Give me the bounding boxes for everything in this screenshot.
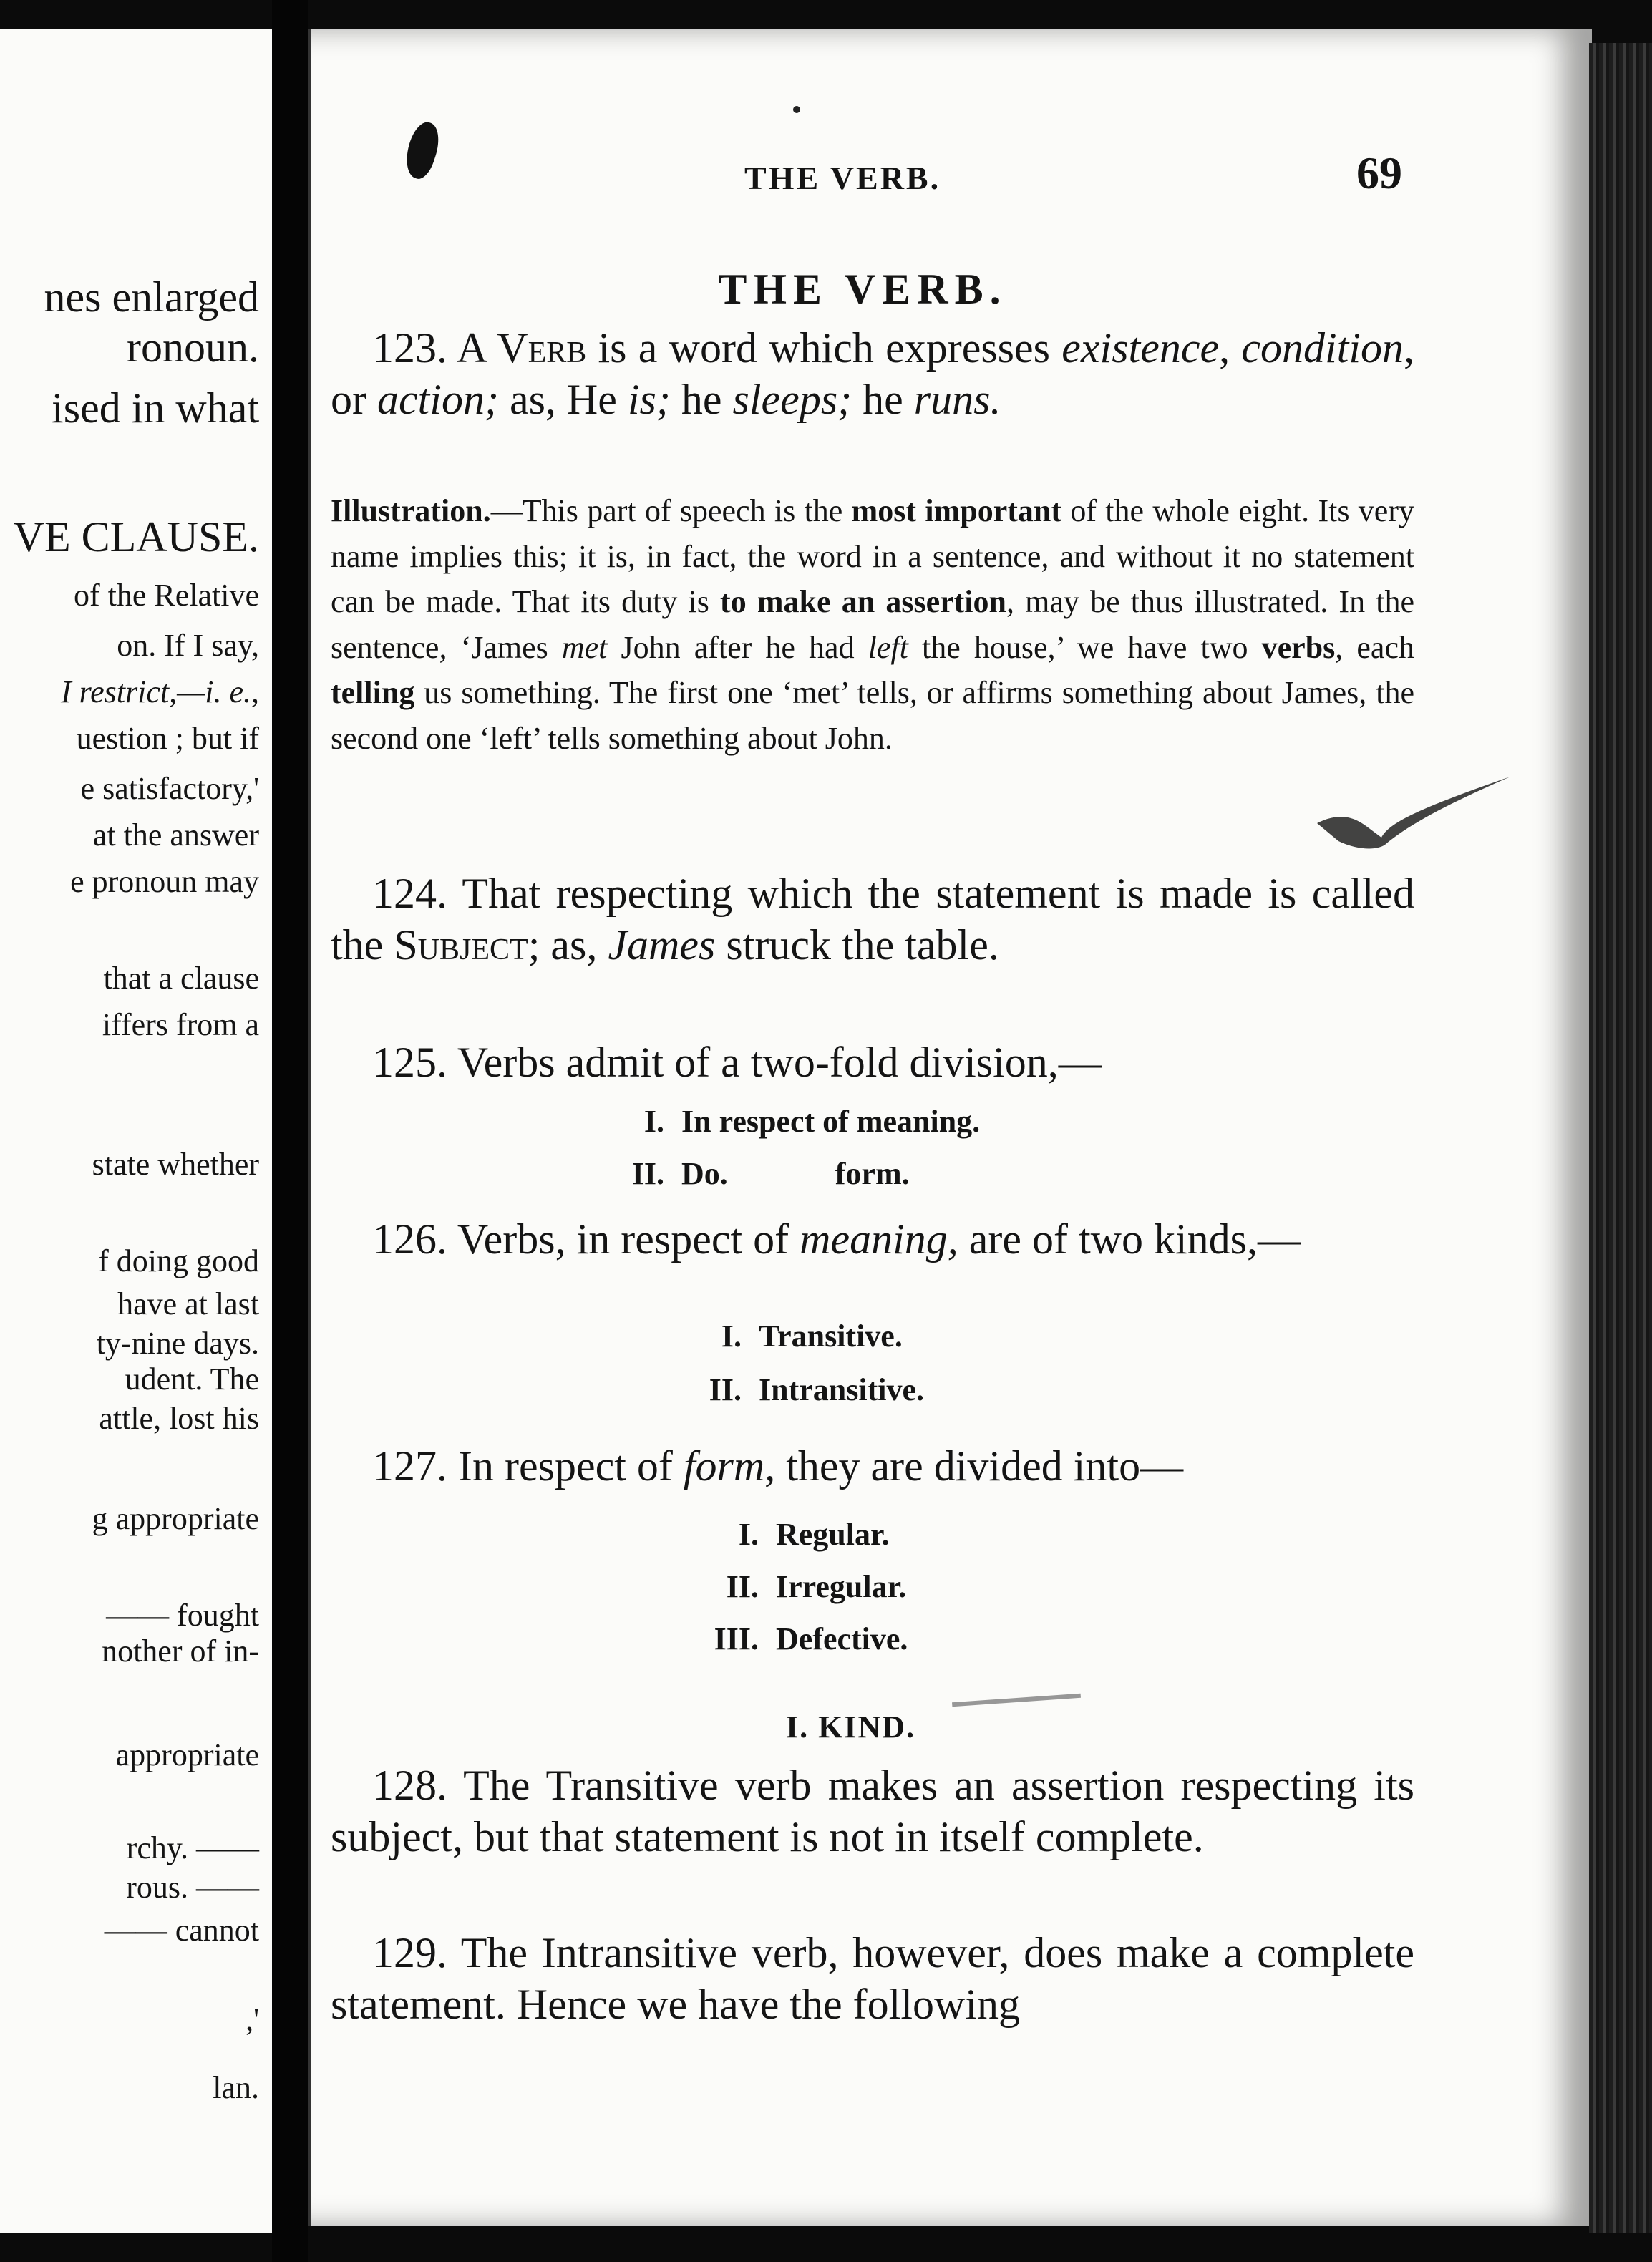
kind-item: I. Transitive. [721,1319,903,1354]
paragraph-number: 127. [372,1442,447,1490]
left-line: ised in what [52,384,259,432]
left-line: rous. —— [126,1870,259,1905]
kind-item: II. Intransitive. [709,1372,924,1407]
chapter-title: THE VERB. [718,266,1007,313]
page-edges [1589,43,1652,2233]
paragraph-124: 124. That respecting which the statement is made is called the Subject; as, James struck the table. [331,870,1414,969]
form-item: III. Defective. [714,1621,908,1656]
ink-dot [793,106,800,113]
left-line: ronoun. [127,324,259,371]
left-line: e satisfactory,' [80,771,259,806]
paragraph-number: 125. [372,1039,447,1086]
left-line: iffers from a [102,1007,259,1042]
left-line: rchy. —— [126,1830,259,1865]
division-item: I. In respect of meaning. [643,1104,981,1139]
left-line: udent. The [125,1361,259,1397]
form-item: I. Regular. [738,1517,890,1552]
paragraph-128: 128. The Transitive verb makes an assertion respecting its subject, but that statement is not in itself complete. [331,1762,1414,1860]
paragraph-129: 129. The Intransitive verb, however, does make a complete statement. Hence we have the following [331,1929,1415,2028]
paragraph-number: 124. [372,870,447,917]
illustration-label: Illustration. [331,493,491,528]
paragraph-number: 128. [372,1762,447,1809]
division-item: II. Do. form. [631,1156,910,1191]
left-line: attle, lost his [99,1401,259,1436]
left-line: I restrict,—i. e., [61,674,259,709]
illustration-note: Illustration.—This part of speech is the most important of the whole eight. Its very name implies this; it is, in fact, the word in a sentence, and without it no statement can be made. That its duty is to make an assertion, may be thus illustrated. In the sentence, ‘James met John after he had left the house,’ we have two verbs, each telling us something. The first one ‘met’ tells, or affirms something about James, the second one ‘left’ tells something about John. [331,493,1414,756]
left-line: lan. [213,2070,259,2105]
form-item: II. Irregular. [726,1569,907,1604]
left-line: of the Relative [73,578,259,613]
term-verb: Verb [497,324,587,372]
left-facing-page [0,29,276,2233]
left-line: ,' [246,2002,259,2037]
left-line: ty-nine days. [96,1326,259,1361]
left-line: g appropriate [92,1501,259,1536]
page-number: 69 [1356,147,1402,198]
left-line: appropriate [115,1737,259,1772]
paragraph-125: 125. Verbs admit of a two-fold division,— [372,1039,1102,1086]
paragraph-number: 129. [372,1929,447,1976]
paragraph-number: 123. [372,324,447,372]
left-line: —— fought [106,1598,259,1633]
section-heading: I. KIND. [786,1709,916,1744]
paragraph-123: 123. A Verb is a word which expresses existence, condition, or action; as, He is; he sleeps; he runs. [331,324,1414,423]
paragraph-126: 126. Verbs, in respect of meaning, are of two kinds,— [372,1215,1301,1263]
left-line: VE CLAUSE. [13,513,259,560]
left-line: on. If I say, [117,628,259,663]
left-line: nes enlarged [44,273,259,321]
paragraph-127: 127. In respect of form, they are divided into— [372,1442,1184,1490]
left-line: uestion ; but if [76,721,259,756]
paragraph-number: 126. [372,1215,447,1263]
left-line: that a clause [103,961,259,996]
left-line: at the answer [92,817,259,853]
left-line: —— cannot [104,1913,259,1948]
book-gutter [272,0,308,2262]
left-line: nother of in- [102,1634,259,1669]
quill-mark [1310,773,1525,859]
left-line: state whether [92,1147,259,1182]
left-line: e pronoun may [70,864,259,899]
left-line: have at last [117,1286,259,1321]
running-head: THE VERB. [744,160,941,196]
left-line: f doing good [98,1243,259,1278]
term-subject: Subject [394,921,528,969]
